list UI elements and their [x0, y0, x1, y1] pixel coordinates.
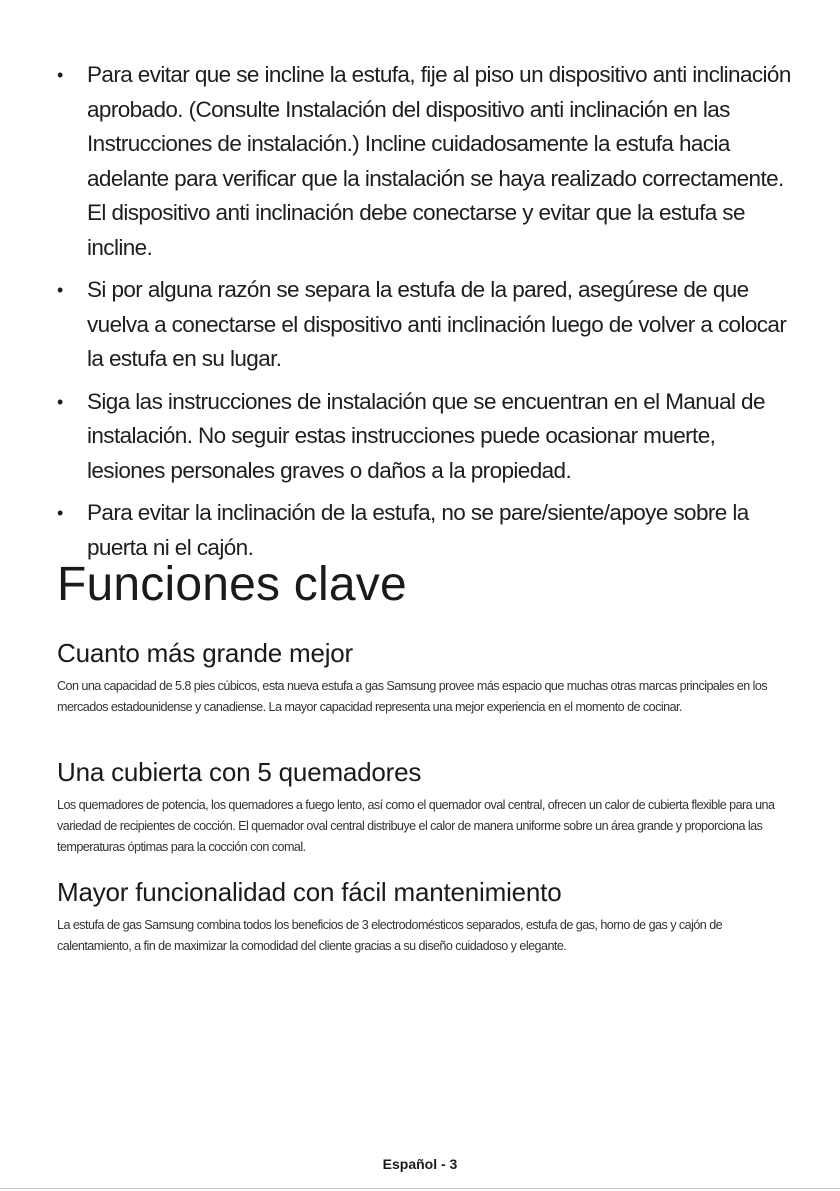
bottom-divider: [0, 1188, 840, 1189]
bullet-item: [52, 273, 792, 377]
feature-section: [57, 877, 799, 957]
safety-bullet-list: [52, 58, 792, 573]
section-body: Con una capacidad de 5.8 pies cúbicos, esta nueva estufa a gas Samsung provee más espacio que muchas otras marcas principales en los mercados estadounidense y canadiense. La mayor capacidad representa una mejor experiencia en el momento de cocinar.: [57, 679, 768, 714]
page-footer: Español - 3: [382, 1156, 458, 1172]
bullet-dot: •: [57, 280, 63, 300]
section-body: La estufa de gas Samsung combina todos los beneficios de 3 electrodomésticos separados, estufa de gas, horno de gas y cajón de calentamiento, a fin de maximizar la comodidad del cliente gracias a su diseño cuidadoso y elegante.: [57, 918, 723, 953]
section-body: Los quemadores de potencia, los quemadores a fuego lento, así como el quemador oval central, ofrecen un calor de cubierta flexible para una variedad de recipientes de cocción. El quemador oval central distribuye el calor de manera uniforme sobre un área grande y proporciona las temperaturas óptimas para la cocción con comal.: [57, 798, 775, 854]
page-title: Funciones clave: [57, 558, 407, 611]
bullet-dot: •: [57, 391, 63, 412]
bullet-dot: •: [57, 503, 63, 523]
section-heading: Una cubierta con 5 quemadores: [57, 757, 422, 787]
bullet-text: Siga las instrucciones de instalación que se encuentran en el Manual de instalación. No seguir estas instrucciones puede ocasionar muerte, lesiones personales graves o daños a la propiedad.: [87, 388, 765, 483]
bullet-text: Para evitar la inclinación de la estufa, no se pare/siente/apoye sobre la puerta ni el cajón.: [87, 500, 749, 560]
bullet-dot: •: [57, 65, 63, 85]
bullet-item: [52, 385, 792, 489]
bullet-text: Para evitar que se incline la estufa, fije al piso un dispositivo anti inclinación aprobado. (Consulte Instalación del dispositivo anti inclinación en las Instrucciones de instalación.) Incline cuidadosamente la estufa hacia adelante para verificar que la instalación se haya realizado correctamente. El dispositivo anti inclinación debe conectarse y evitar que la estufa se incline.: [87, 62, 791, 260]
bullet-text: Si por alguna razón se separa la estufa de la pared, asegúrese de que vuelva a conectarse el dispositivo anti inclinación luego de volver a colocar la estufa en su lugar.: [87, 277, 787, 371]
feature-section: [57, 757, 799, 858]
section-heading: Mayor funcionalidad con fácil mantenimiento: [57, 877, 562, 907]
bullet-item: [52, 58, 792, 265]
section-heading: Cuanto más grande mejor: [57, 638, 353, 668]
feature-section: [57, 638, 799, 718]
bullet-item: [52, 496, 792, 565]
